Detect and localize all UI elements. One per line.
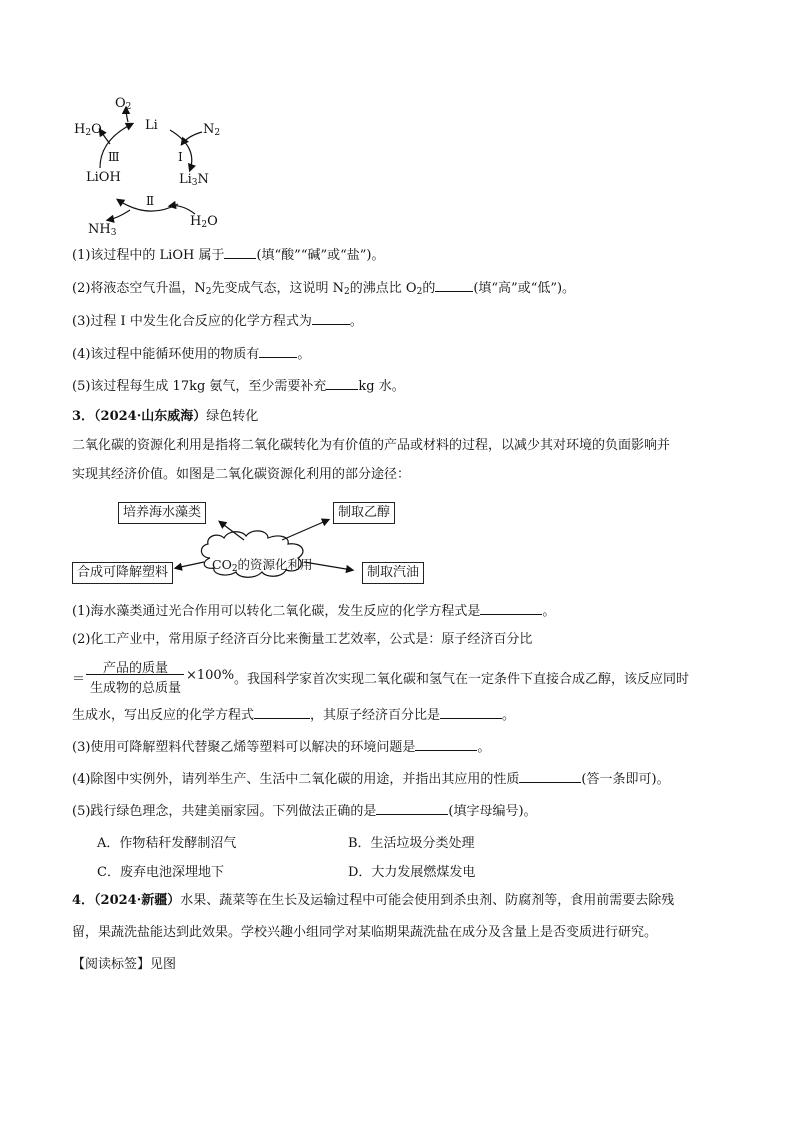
q3-topic: 绿色转化 <box>206 409 259 424</box>
q3-intro-2: 实现其经济价值。如图是二氧化碳资源化利用的部分途径： <box>72 467 411 482</box>
q3-source: （2024·山东威海） <box>94 409 207 424</box>
arrow-h2o-in <box>170 206 195 214</box>
answer-blank[interactable] <box>519 770 581 783</box>
fraction-bar <box>86 674 184 675</box>
q3-sub-5: (5)践行绿色理念，共建美丽家园。下列做法正确的是 (填字母编号)。 <box>72 804 537 819</box>
q3-sub-3: (3)使用可降解塑料代替聚乙烯等塑料可以解决的环境问题是 。 <box>72 740 491 755</box>
q3-sub-2-line3: 生成水，写出反应的化学方程式 ，其原子经济百分比是 。 <box>72 708 516 723</box>
arrow-nh3-out <box>108 210 130 220</box>
box-algae: 培养海水藻类 <box>118 502 206 524</box>
formula-numerator: 产品的质量 <box>103 661 169 676</box>
q4-line-2: 留，果蔬洗盐能达到此效果。学校兴趣小组同学对某临期果蔬洗盐在成分及含量上是否变质进行研究。 <box>72 925 658 940</box>
q2-item-5: (5)该过程每生成 17kg 氨气，至少需要补充 kg 水。 <box>72 379 405 394</box>
q3-number: 3． <box>72 409 95 424</box>
answer-blank[interactable] <box>440 706 502 719</box>
node-lioh: LiOH <box>86 170 121 185</box>
formula-denominator: 生成物的总质量 <box>90 681 182 696</box>
node-n2: $N_2$ <box>203 122 221 138</box>
option-d[interactable]: D．大力发展燃煤发电 <box>348 865 476 880</box>
q4-reading-tag: 【阅读标签】见图 <box>72 957 177 972</box>
q4-line-1: 4．（2024·新疆）水果、蔬菜等在生长及运输过程中可能会使用到杀虫剂、防腐剂等，食用前需要去除残 <box>72 893 675 908</box>
label-step3: Ⅲ <box>108 150 120 164</box>
option-b[interactable]: B．生活垃圾分类处理 <box>348 836 475 851</box>
node-h2o-left: $H_2O$ <box>74 122 102 138</box>
answer-blank[interactable] <box>326 377 358 390</box>
q3-intro-1: 二氧化碳的资源化利用是指将二氧化碳转化为有价值的产品或材料的过程，以减少其对环境的负面影响并 <box>72 438 671 453</box>
q3-sub-1: (1)海水藻类通过光合作用可以转化二氧化碳，发生反应的化学方程式是 。 <box>72 604 556 619</box>
node-li3n: $Li_3N$ <box>179 172 209 188</box>
q2-item-2: (2)将液态空气升温，$N_2$先变成气态，这说明 $N_2$的沸点比 $O_2$的 (填“高”或“低”)。 <box>72 281 576 297</box>
co2-center-label: $CO_2$的资源化利用 <box>212 557 313 574</box>
node-o2: $O_2$ <box>115 96 132 112</box>
arrow-to-ethanol <box>282 520 328 540</box>
q3-header <box>72 408 258 426</box>
formula-times: ×100% <box>186 668 235 683</box>
box-plastic: 合成可降解塑料 <box>72 562 173 584</box>
option-a[interactable]: A．作物秸秆发酵制沼气 <box>97 836 237 851</box>
q3-sub-2-line2: 。我国科学家首次实现二氧化碳和氢气在一定条件下直接合成乙醇，该反应同时 <box>234 672 690 687</box>
answer-blank[interactable] <box>376 802 448 815</box>
formula-equals: ＝ <box>72 672 86 687</box>
answer-blank[interactable] <box>415 738 477 751</box>
box-gasoline: 制取汽油 <box>362 562 424 584</box>
answer-blank[interactable] <box>259 345 297 358</box>
q2-item-3: (3)过程 I 中发生化合反应的化学方程式为 。 <box>72 314 363 329</box>
q3-sub-2-line1: (2)化工产业中，常用原子经济百分比来衡量工艺效率，公式是：原子经济百分比 <box>72 632 533 647</box>
node-nh3: $NH_3$ <box>88 222 117 238</box>
q2-item-1: (1)该过程中的 LiOH 属于 (填“酸”“碱”或“盐”)。 <box>72 248 385 263</box>
q3-sub-4: (4)除图中实例外，请列举生产、生活中二氧化碳的用途，并指出其应用的性质 (答一条即可)。 <box>72 772 670 787</box>
arrow-to-plastic <box>176 562 204 568</box>
answer-blank[interactable] <box>224 246 256 259</box>
node-li: Li <box>145 118 158 133</box>
label-step2: Ⅱ <box>146 194 155 208</box>
q4-source: （2024·新疆） <box>94 893 181 908</box>
answer-blank[interactable] <box>480 602 542 615</box>
option-c[interactable]: C．废弃电池深埋地下 <box>97 865 224 880</box>
node-h2o-bottom: $H_2O$ <box>190 214 218 230</box>
answer-blank[interactable] <box>435 279 473 292</box>
answer-blank[interactable] <box>254 706 310 719</box>
label-step1: Ⅰ <box>178 150 183 164</box>
q4-number: 4． <box>72 893 95 908</box>
answer-blank[interactable] <box>312 312 350 325</box>
box-ethanol: 制取乙醇 <box>333 502 395 524</box>
q2-item-4: (4)该过程中能循环使用的物质有 。 <box>72 347 311 362</box>
